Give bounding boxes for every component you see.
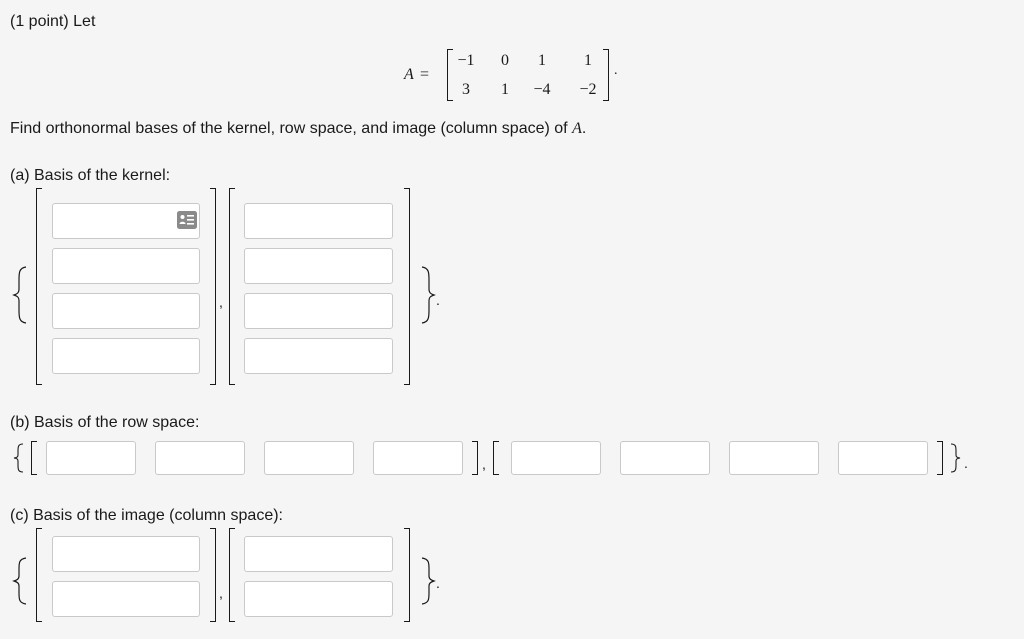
points-label: (1 point) Let bbox=[10, 13, 96, 30]
part-c-label: (c) Basis of the image (column space): bbox=[10, 507, 283, 524]
right-curly-brace bbox=[948, 443, 962, 473]
set-period: . bbox=[436, 292, 440, 308]
kernel-vector2-entry3[interactable] bbox=[244, 293, 393, 329]
vector-comma: , bbox=[219, 294, 223, 310]
row-vector2-entry2[interactable] bbox=[620, 441, 710, 475]
set-period: . bbox=[964, 455, 968, 471]
instruction-text: Find orthonormal bases of the kernel, row space, and image (column space) of bbox=[10, 120, 568, 137]
row-bracket-left bbox=[31, 441, 37, 475]
row-vector2-entry4[interactable] bbox=[838, 441, 928, 475]
part-b-label: (b) Basis of the row space: bbox=[10, 414, 200, 431]
kernel-vector1-entry2[interactable] bbox=[52, 248, 200, 284]
row-bracket-left bbox=[493, 441, 499, 475]
row-vector2-entry3[interactable] bbox=[729, 441, 819, 475]
kernel-vector2-entry2[interactable] bbox=[244, 248, 393, 284]
image-vector2-entry1[interactable] bbox=[244, 536, 393, 572]
matrix-cell: 0 bbox=[501, 52, 509, 69]
image-bracket-right bbox=[404, 528, 410, 622]
row-vector1-entry2[interactable] bbox=[155, 441, 245, 475]
keyboard-icon[interactable] bbox=[177, 211, 197, 234]
matrix-right-bracket bbox=[603, 49, 609, 101]
left-curly-brace bbox=[12, 265, 30, 325]
instruction-end: . bbox=[581, 120, 587, 137]
image-bracket-left bbox=[36, 528, 42, 622]
kernel-vector2-entry4[interactable] bbox=[244, 338, 393, 374]
row-comma: , bbox=[482, 456, 486, 472]
matrix-cell: 1 bbox=[501, 81, 509, 98]
kernel-vector1-entry4[interactable] bbox=[52, 338, 200, 374]
row-vector1-entry1[interactable] bbox=[46, 441, 136, 475]
image-vector1-entry2[interactable] bbox=[52, 581, 200, 617]
right-curly-brace bbox=[418, 265, 436, 325]
row-bracket-right bbox=[472, 441, 478, 475]
instruction-line bbox=[10, 119, 586, 139]
matrix-cell: 1 bbox=[584, 52, 592, 69]
matrix-cell: 1 bbox=[538, 52, 546, 69]
kernel-vector1-entry3[interactable] bbox=[52, 293, 200, 329]
image-bracket-left bbox=[229, 528, 235, 622]
row-vector1-entry3[interactable] bbox=[264, 441, 354, 475]
image-bracket-right bbox=[210, 528, 216, 622]
right-curly-brace bbox=[418, 556, 436, 606]
vector-bracket-left bbox=[36, 188, 42, 385]
matrix-left-bracket bbox=[447, 49, 453, 101]
row-vector2-entry1[interactable] bbox=[511, 441, 601, 475]
instruction-var: A bbox=[572, 120, 582, 137]
matrix-cell: −1 bbox=[457, 52, 475, 69]
image-vector2-entry2[interactable] bbox=[244, 581, 393, 617]
row-vector1-entry4[interactable] bbox=[373, 441, 463, 475]
set-period: . bbox=[436, 575, 440, 591]
image-vector1-entry1[interactable] bbox=[52, 536, 200, 572]
matrix-cell: −4 bbox=[533, 81, 551, 98]
matrix-name: A bbox=[404, 66, 414, 83]
left-curly-brace bbox=[12, 556, 30, 606]
matrix-equals: = bbox=[420, 66, 430, 83]
left-curly-brace bbox=[12, 443, 26, 473]
image-comma: , bbox=[219, 585, 223, 601]
vector-bracket-right bbox=[210, 188, 216, 385]
kernel-vector2-entry1[interactable] bbox=[244, 203, 393, 239]
matrix-cell: −2 bbox=[579, 81, 597, 98]
matrix-cell: 3 bbox=[462, 81, 470, 98]
matrix-period: . bbox=[614, 63, 618, 78]
row-bracket-right bbox=[937, 441, 943, 475]
part-a-label: (a) Basis of the kernel: bbox=[10, 167, 171, 184]
vector-bracket-left bbox=[229, 188, 235, 385]
vector-bracket-right bbox=[404, 188, 410, 385]
